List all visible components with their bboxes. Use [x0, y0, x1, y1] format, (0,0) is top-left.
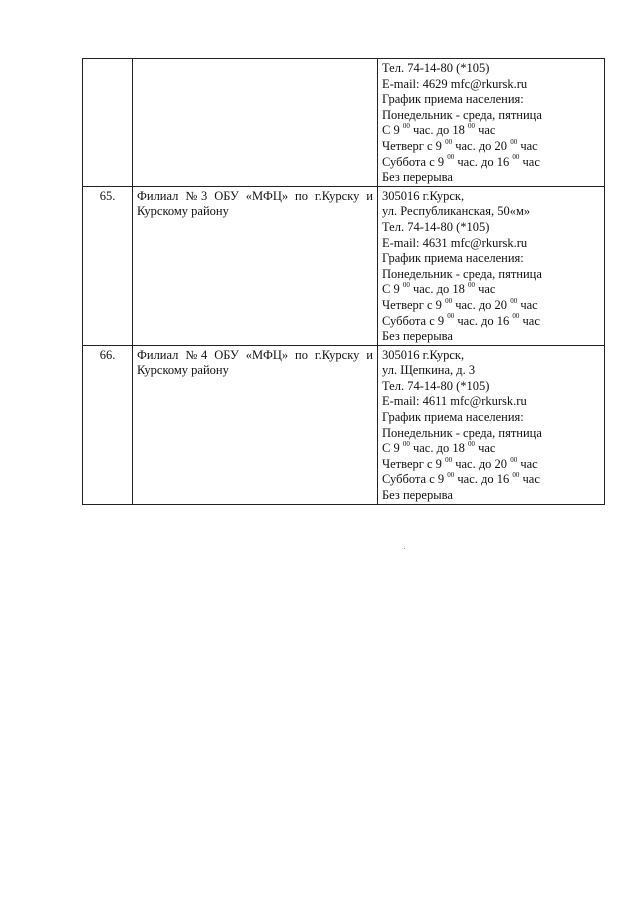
schedule-heading: График приема населения: [382, 92, 524, 107]
branch-name: Филиал №4 ОБУ «МФЦ» по г.Курску и Курскому району [133, 345, 378, 504]
schedule-saturday-hours: Суббота с 9 $^{00}$ час. до 16 $^{00}$ час [382, 312, 540, 328]
branch-contact-info [378, 345, 605, 504]
schedule-days: Понедельник - среда, пятница [382, 107, 542, 122]
schedule-break: Без перерыва [382, 488, 453, 503]
schedule-weekday-hours: С 9 $^{00}$ час. до 18 $^{00}$ час [382, 440, 496, 456]
schedule-thursday-hours: Четверг с 9 $^{00}$ час. до 20 $^{00}$ час [382, 296, 538, 312]
branch-name [133, 59, 378, 187]
phone-line: Тел. 74-14-80 (*105) [382, 219, 490, 234]
schedule-days: Понедельник - среда, пятница [382, 425, 542, 440]
mfc-branches-table [82, 58, 605, 505]
address-city-line: 305016 г.Курск, [382, 347, 465, 362]
schedule-thursday-hours: Четверг с 9 $^{00}$ час. до 20 $^{00}$ час [382, 137, 538, 153]
schedule-heading: График приема населения: [382, 410, 524, 425]
branch-name: Филиал №3 ОБУ «МФЦ» по г.Курску и Курскому району [133, 186, 378, 345]
schedule-thursday-hours: Четверг с 9 $^{00}$ час. до 20 $^{00}$ час [382, 455, 538, 471]
row-number: 65. [83, 186, 133, 345]
schedule-saturday-hours: Суббота с 9 $^{00}$ час. до 16 $^{00}$ час [382, 153, 540, 169]
phone-line: Тел. 74-14-80 (*105) [382, 378, 490, 393]
schedule-weekday-hours: С 9 $^{00}$ час. до 18 $^{00}$ час [382, 281, 496, 297]
schedule-break: Без перерыва [382, 329, 453, 344]
row-number: 66. [83, 345, 133, 504]
schedule-break: Без перерыва [382, 170, 453, 185]
table-row [83, 186, 605, 345]
table-row [83, 59, 605, 187]
email-line: E-mail: 4631 mfc@rkursk.ru [382, 235, 528, 250]
schedule-saturday-hours: Суббота с 9 $^{00}$ час. до 16 $^{00}$ час [382, 471, 540, 487]
address-city-line: 305016 г.Курск, [382, 188, 465, 203]
schedule-heading: График приема населения: [382, 251, 524, 266]
branch-contact-info [378, 186, 605, 345]
table-row [83, 345, 605, 504]
address-street-line: ул. Республиканская, 50«м» [382, 204, 531, 219]
address-street-line: ул. Щепкина, д. 3 [382, 363, 476, 378]
row-number [83, 59, 133, 187]
branch-contact-info [378, 59, 605, 187]
email-line: E-mail: 4611 mfc@rkursk.ru [382, 394, 527, 409]
phone-line: Тел. 74-14-80 (*105) [382, 61, 490, 75]
scan-speck [404, 548, 405, 549]
schedule-weekday-hours: С 9 $^{00}$ час. до 18 $^{00}$ час [382, 122, 496, 138]
schedule-days: Понедельник - среда, пятница [382, 266, 542, 281]
email-line: E-mail: 4629 mfc@rkursk.ru [382, 76, 528, 91]
